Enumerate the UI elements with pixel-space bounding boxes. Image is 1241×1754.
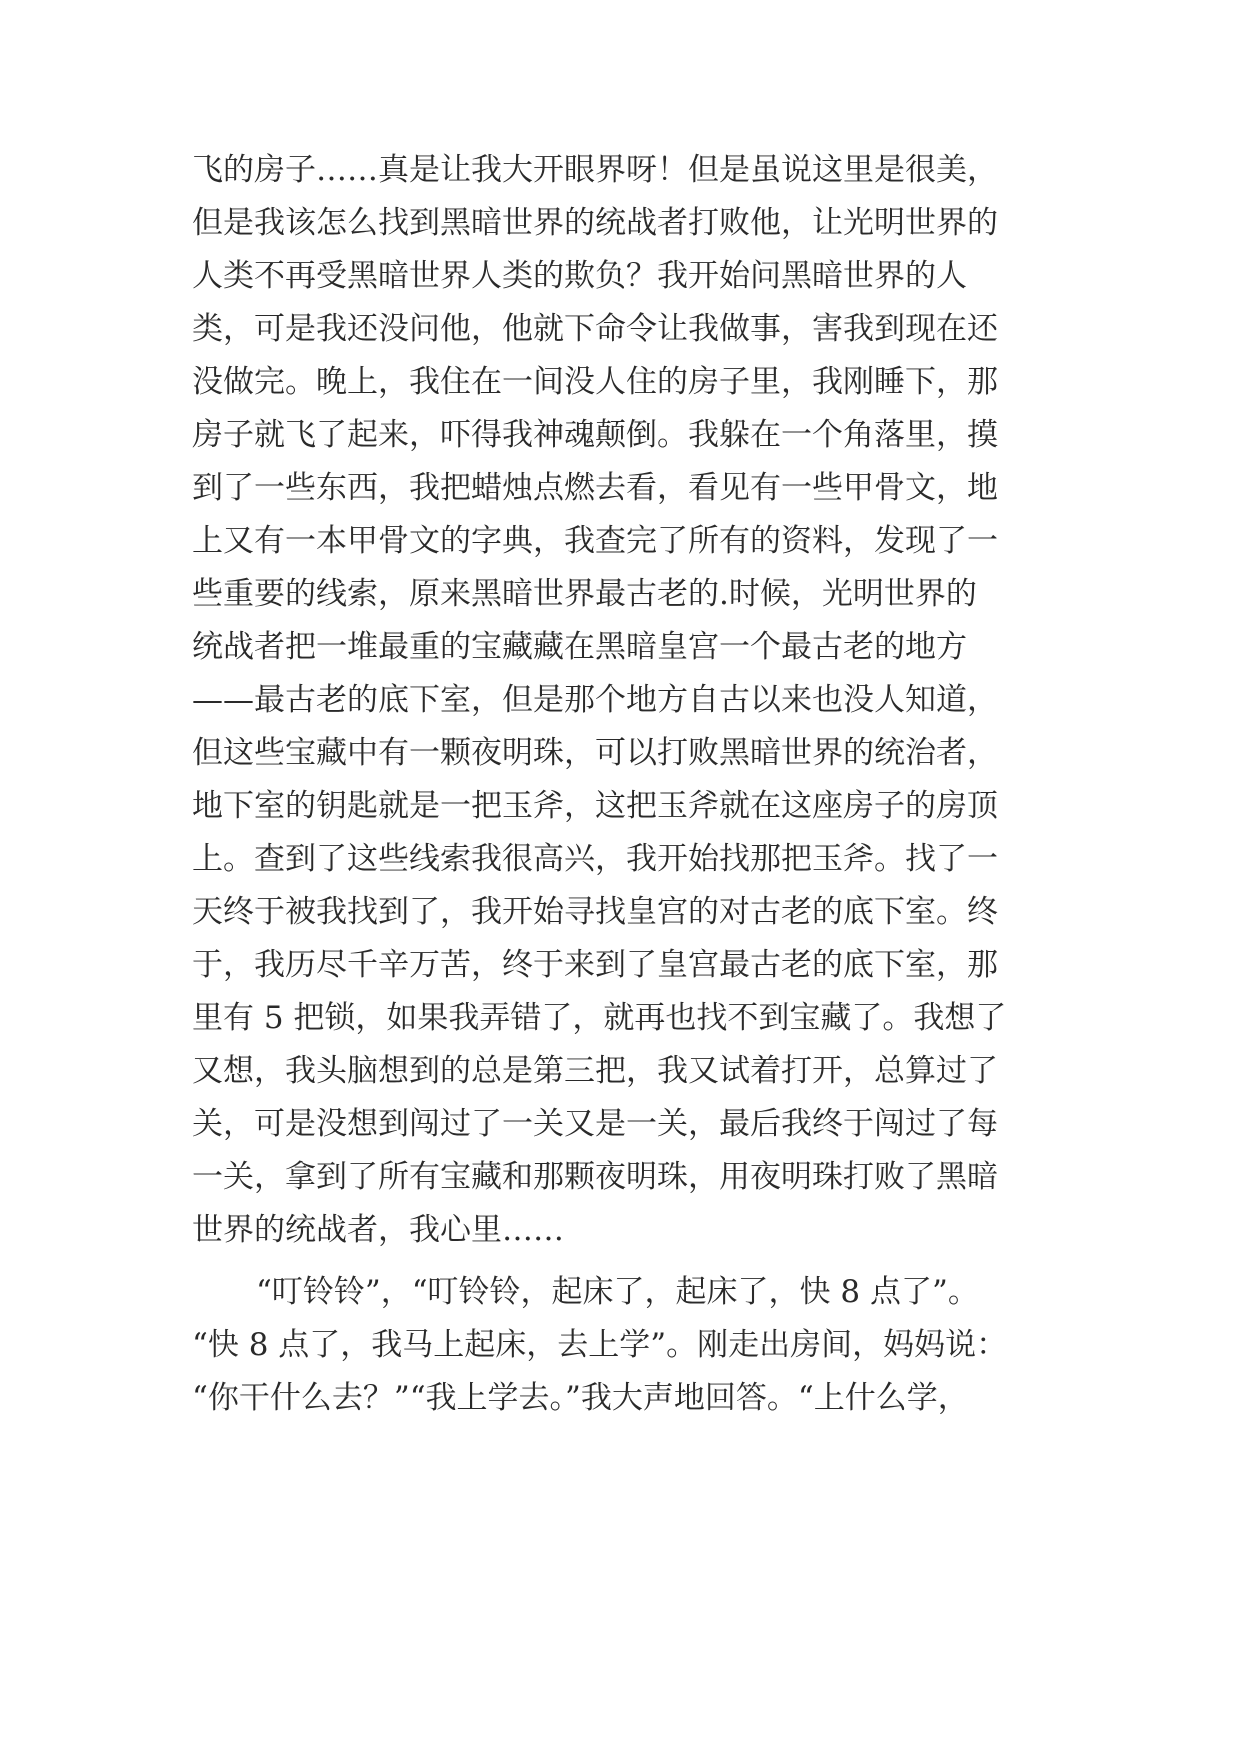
text-line: 于，我历尽千辛万苦，终于来到了皇宫最古老的底下室，那 — [192, 947, 998, 983]
text-line: 房子就飞了起来，吓得我神魂颠倒。我躲在一个角落里，摸 — [192, 417, 998, 453]
text-line: 又想，我头脑想到的总是第三把，我又试着打开，总算过了 — [192, 1053, 998, 1089]
text-line: 人类不再受黑暗世界人类的欺负？我开始问黑暗世界的人 — [192, 258, 967, 294]
paragraph-first-line: “叮铃铃”，“叮铃铃，起床了，起床了，快 8 点了”。 — [256, 1274, 979, 1310]
text-line: 天终于被我找到了，我开始寻找皇宫的对古老的底下室。终 — [192, 894, 998, 930]
text-line: 地下室的钥匙就是一把玉斧，这把玉斧就在这座房子的房顶 — [192, 788, 998, 824]
text-line: “你干什么去？”“我上学去。”我大声地回答。“上什么学， — [192, 1380, 969, 1416]
text-line: “快 8 点了，我马上起床，去上学”。刚走出房间，妈妈说： — [192, 1327, 1008, 1363]
text-line: ——最古老的底下室，但是那个地方自古以来也没人知道， — [192, 682, 998, 718]
text-line: 上又有一本甲骨文的字典，我查完了所有的资料，发现了一 — [192, 523, 998, 559]
text-line: 但这些宝藏中有一颗夜明珠，可以打败黑暗世界的统治者， — [192, 735, 998, 771]
text-line: 里有 5 把锁，如果我弄错了，就再也找不到宝藏了。我想了 — [192, 1000, 1007, 1036]
text-line: 关，可是没想到闯过了一关又是一关，最后我终于闯过了每 — [192, 1106, 998, 1142]
text-line: 没做完。晚上，我住在一间没人住的房子里，我刚睡下，那 — [192, 364, 998, 400]
text-line: 但是我该怎么找到黑暗世界的统战者打败他，让光明世界的 — [192, 205, 998, 241]
text-line: 到了一些东西，我把蜡烛点燃去看，看见有一些甲骨文，地 — [192, 470, 998, 506]
text-line: 上。查到了这些线索我很高兴，我开始找那把玉斧。找了一 — [192, 841, 998, 877]
text-line: 统战者把一堆最重的宝藏藏在黑暗皇宫一个最古老的地方 — [192, 629, 967, 665]
text-line: 些重要的线索，原来黑暗世界最古老的.时候，光明世界的 — [192, 576, 977, 612]
text-line: 一关，拿到了所有宝藏和那颗夜明珠，用夜明珠打败了黑暗 — [192, 1159, 998, 1195]
text-line: 类，可是我还没问他，他就下命令让我做事，害我到现在还 — [192, 311, 998, 347]
text-line: 飞的房子……真是让我大开眼界呀！但是虽说这里是很美， — [192, 152, 998, 188]
text-line: 世界的统战者，我心里…… — [192, 1212, 564, 1248]
